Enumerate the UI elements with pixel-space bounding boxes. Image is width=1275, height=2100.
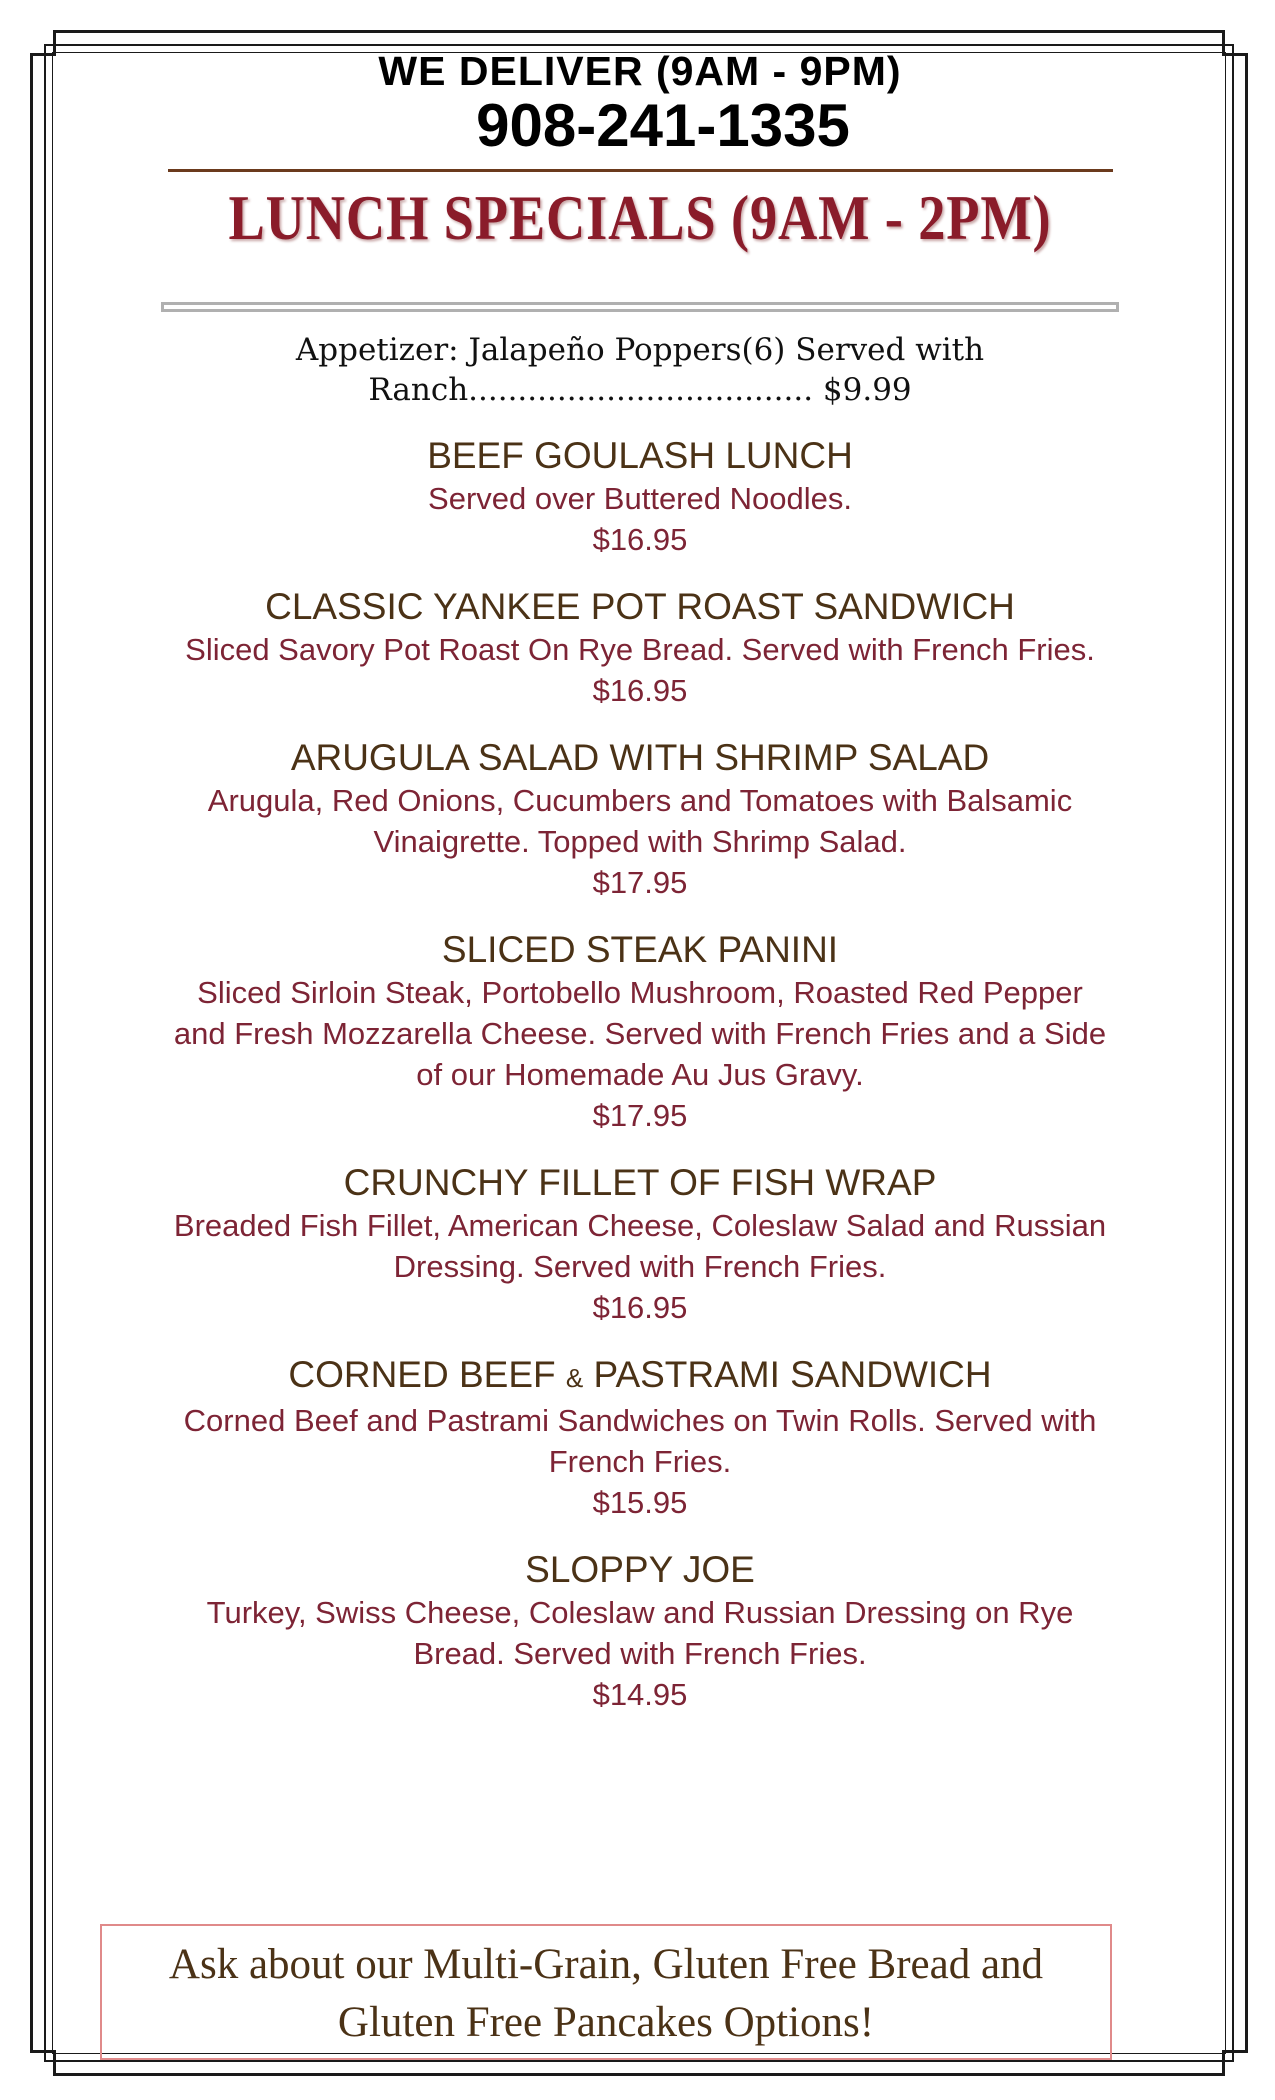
item-name: CLASSIC YANKEE POT ROAST SANDWICH xyxy=(265,586,1015,627)
item-price: $16.95 xyxy=(592,522,688,557)
appetizer-line: Appetizer: Jalapeño Poppers(6) Served with xyxy=(295,332,985,368)
item-description: Breaded Fish Fillet, American Cheese, Coleslaw Salad and Russian Dressing. Served with French Fries. xyxy=(173,1208,1107,1284)
title-divider xyxy=(161,302,1119,312)
menu-item xyxy=(60,434,1220,561)
appetizer xyxy=(240,330,1040,410)
menu-item xyxy=(60,736,1220,904)
delivery-hours: WE DELIVER (9AM - 9PM) xyxy=(378,48,902,94)
item-name: SLOPPY JOE xyxy=(525,1549,755,1590)
item-name-part: CORNED BEEF xyxy=(288,1354,556,1395)
item-price: $17.95 xyxy=(592,865,688,900)
item-price: $14.95 xyxy=(592,1677,688,1712)
item-description: Served over Buttered Noodles. xyxy=(428,481,852,516)
item-price: $16.95 xyxy=(592,1290,688,1325)
item-name xyxy=(60,1353,1220,1400)
item-price: $16.95 xyxy=(592,673,688,708)
item-description: Turkey, Swiss Cheese, Coleslaw and Russian Dressing on Rye Bread. Served with French Fries. xyxy=(206,1595,1074,1671)
gluten-free-notice xyxy=(100,1924,1112,2060)
item-price: $15.95 xyxy=(592,1485,688,1520)
item-name-part: PASTRAMI SANDWICH xyxy=(593,1354,992,1395)
item-name: SLICED STEAK PANINI xyxy=(441,929,839,970)
item-name: CRUNCHY FILLET OF FISH WRAP xyxy=(343,1162,937,1203)
menu-item xyxy=(60,928,1220,1137)
item-price: $17.95 xyxy=(592,1098,688,1133)
item-description: Corned Beef and Pastrami Sandwiches on Twin Rolls. Served with French Fries. xyxy=(183,1403,1097,1479)
menu-item xyxy=(60,1548,1220,1716)
menu-content xyxy=(60,40,1220,1716)
header-divider xyxy=(168,169,1113,172)
item-name: BEEF GOULASH LUNCH xyxy=(427,435,853,476)
ampersand: & xyxy=(565,1363,584,1393)
notice-line: Gluten Free Pancakes Options! xyxy=(337,1999,875,2046)
item-description: Arugula, Red Onions, Cucumbers and Tomatoes with Balsamic Vinaigrette. Topped with Shrimp Salad. xyxy=(207,783,1073,859)
item-name: ARUGULA SALAD WITH SHRIMP SALAD xyxy=(290,737,990,778)
item-description: Sliced Savory Pot Roast On Rye Bread. Served with French Fries. xyxy=(185,632,1095,667)
menu-item xyxy=(60,585,1220,712)
appetizer-line: Ranch................................... $9.99 xyxy=(368,372,912,408)
phone-number: 908-241-1335 xyxy=(476,92,850,159)
page-title: LUNCH SPECIALS (9AM - 2PM) xyxy=(228,182,1052,253)
item-description: Sliced Sirloin Steak, Portobello Mushroom, Roasted Red Pepper and Fresh Mozzarella Cheese. Served with French Fries and a Side of our Homemade Au Jus Gravy. xyxy=(173,975,1107,1092)
menu-item xyxy=(60,1161,1220,1329)
menu-item xyxy=(60,1353,1220,1524)
notice-line: Ask about our Multi-Grain, Gluten Free Bread and xyxy=(168,1941,1044,1988)
